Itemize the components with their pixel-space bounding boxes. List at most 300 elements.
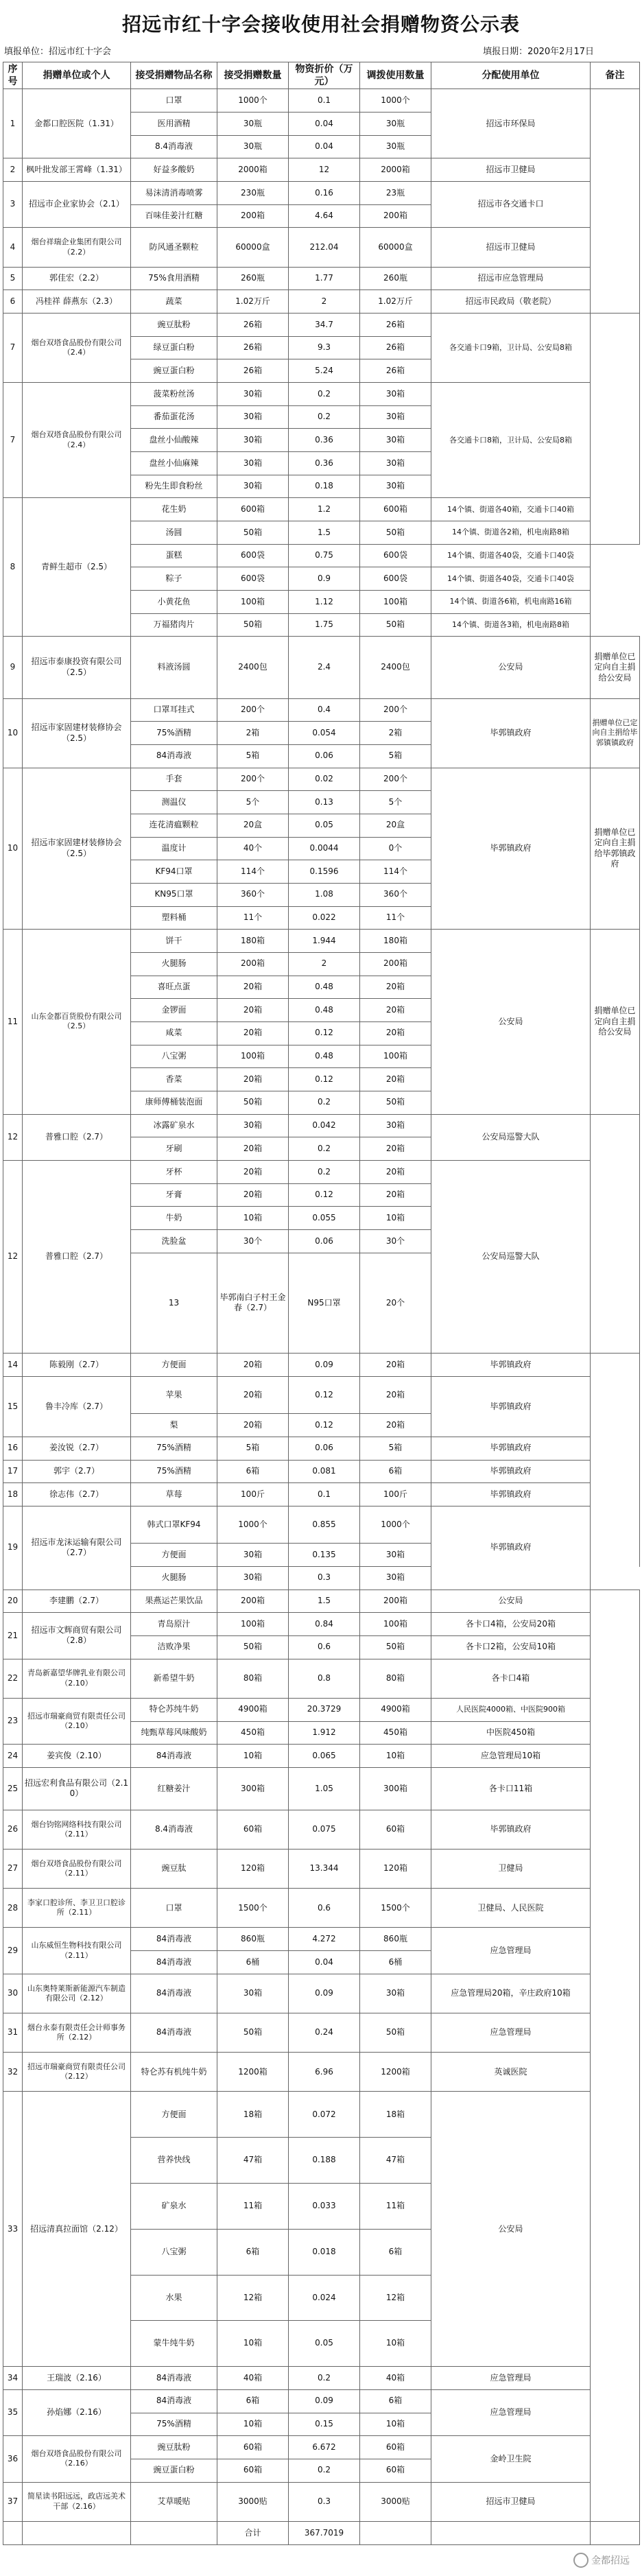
table-cell: 招远市泰康投资有限公司（2.5） — [23, 637, 131, 698]
table-cell: 果燕运芒果饮品 — [131, 1590, 217, 1613]
table-cell: 7 — [3, 382, 23, 497]
table-cell: 80箱 — [217, 1659, 289, 1698]
table-cell: 860瓶 — [360, 1928, 431, 1951]
table-cell — [591, 2521, 640, 2544]
table-cell: 烟台双塔食品股份有限公司（2.16） — [23, 2436, 131, 2482]
table-cell: 火腿肠 — [131, 952, 217, 976]
table-cell: 2箱 — [217, 722, 289, 745]
table-row — [3, 2436, 640, 2459]
table-cell: 0.09 — [289, 1974, 360, 2013]
table-cell: 26 — [3, 1810, 23, 1849]
table-cell: 5箱 — [217, 744, 289, 768]
table-cell: 18箱 — [217, 2092, 289, 2138]
table-cell: 4900箱 — [217, 1698, 289, 1721]
table-cell: 0.024 — [289, 2275, 360, 2321]
table-cell: 捐赠单位已定向自主捐给公安局 — [591, 637, 640, 698]
table-cell: 青鲜生超市（2.5） — [23, 498, 131, 637]
table-cell: 33 — [3, 2092, 23, 2367]
table-cell — [591, 1114, 640, 1354]
table-cell: 30箱 — [217, 1114, 289, 1137]
table-cell: 19 — [3, 1506, 23, 1590]
table-cell: 招远宏利食品有限公司（2.10） — [23, 1767, 131, 1810]
table-cell: 塑料桶 — [131, 906, 217, 930]
table-cell: 8.4消毒液 — [131, 135, 217, 158]
table-cell: 烟台双塔食品股份有限公司（2.4） — [23, 313, 131, 382]
table-cell: 毕郭镇政府 — [431, 1460, 591, 1483]
table-cell: 0.042 — [289, 1114, 360, 1137]
table-cell: 10 — [3, 698, 23, 768]
table-cell: 枫叶批发部王霄峰（1.31） — [23, 158, 131, 182]
table-cell: 花生奶 — [131, 498, 217, 521]
table-cell: 捐赠单位已定向自主捐给公安局 — [591, 930, 640, 1114]
table-cell: 14个镇、街道各3箱，机电南路8箱 — [431, 613, 591, 637]
table-cell: 0.48 — [289, 999, 360, 1022]
table-cell: 0.055 — [289, 1207, 360, 1230]
table-cell: 100斤 — [217, 1483, 289, 1506]
table-cell: 方便面 — [131, 1544, 217, 1567]
table-cell: 新希望牛奶 — [131, 1659, 217, 1698]
table-cell: 3 — [3, 182, 23, 228]
column-header: 备注 — [591, 62, 640, 89]
table-cell: 2 — [289, 952, 360, 976]
table-cell: 100箱 — [217, 1045, 289, 1068]
table-cell: 9 — [3, 637, 23, 698]
table-cell: 20箱 — [360, 976, 431, 999]
table-cell: 14个镇、街道各40箱，交通卡口40箱 — [431, 498, 591, 521]
table-cell: 1 — [3, 89, 23, 158]
table-cell: 合计 — [217, 2521, 289, 2544]
table-cell: 简星读书阳远远，政店远美术干部（2.16） — [23, 2482, 131, 2521]
table-cell: 200个 — [217, 698, 289, 722]
table-cell: 20箱 — [217, 1183, 289, 1207]
table-cell: 毕郭镇政府 — [431, 1810, 591, 1849]
table-cell: 20箱 — [217, 1137, 289, 1161]
table-cell: 100箱 — [217, 1613, 289, 1636]
table-cell: 百味佳姜汁红糖 — [131, 204, 217, 228]
table-cell: 21 — [3, 1613, 23, 1659]
table-cell: 114个 — [360, 860, 431, 884]
table-cell: 1500个 — [360, 1889, 431, 1928]
table-cell: 20箱 — [217, 1414, 289, 1437]
table-cell: 0.36 — [289, 452, 360, 475]
table-cell: 招远市文辉商贸有限公司（2.8） — [23, 1613, 131, 1659]
table-cell: 20盒 — [360, 814, 431, 837]
table-row — [3, 2013, 640, 2052]
table-cell: 2.4 — [289, 637, 360, 698]
table-row — [3, 89, 640, 113]
table-cell: 2箱 — [360, 722, 431, 745]
table-cell: 30箱 — [217, 1566, 289, 1590]
table-cell: 6桶 — [360, 1951, 431, 1974]
table-cell: 0.2 — [289, 2459, 360, 2482]
table-row — [3, 1354, 640, 1377]
table-cell: 20箱 — [360, 1160, 431, 1183]
table-cell: 青岛新嘉望华牌乳业有限公司（2.10） — [23, 1659, 131, 1698]
table-cell: 人民医院4000箱、中医院900箱 — [431, 1698, 591, 1721]
table-cell: 17 — [3, 1460, 23, 1483]
table-row — [3, 1889, 640, 1928]
table-cell: 0.2 — [289, 1091, 360, 1114]
table-row — [3, 382, 640, 405]
table-cell: 1.08 — [289, 883, 360, 906]
table-cell: 冯桂祥 薛燕东（2.3） — [23, 290, 131, 314]
table-cell: 30箱 — [217, 1974, 289, 2013]
table-cell: 2400包 — [360, 637, 431, 698]
table-cell: 口罩 — [131, 1889, 217, 1928]
table-cell: 招远市环保局 — [431, 89, 591, 158]
table-cell: 饼干 — [131, 930, 217, 953]
table-cell: 李建鹏（2.7） — [23, 1590, 131, 1613]
table-row — [3, 1483, 640, 1506]
table-cell — [591, 89, 640, 314]
table-cell: 84消毒液 — [131, 1951, 217, 1974]
table-cell: 20 — [3, 1590, 23, 1613]
table-cell: 0.04 — [289, 135, 360, 158]
table-cell: 20箱 — [360, 1068, 431, 1091]
table-cell: 洗脸盆 — [131, 1229, 217, 1253]
table-cell: 好益多酸奶 — [131, 158, 217, 182]
table-cell: 27 — [3, 1849, 23, 1888]
table-cell: 20箱 — [360, 1376, 431, 1413]
table-cell: 30箱 — [217, 475, 289, 498]
table-cell: 特仑苏纯牛奶 — [131, 1698, 217, 1721]
table-row — [3, 1613, 640, 1636]
table-cell: 0.24 — [289, 2013, 360, 2052]
table-cell: 26箱 — [360, 336, 431, 359]
table-cell: 300箱 — [217, 1767, 289, 1810]
table-cell: 50箱 — [360, 1635, 431, 1659]
table-cell: 26箱 — [217, 336, 289, 359]
table-cell: 0.075 — [289, 1810, 360, 1849]
table-cell: 郭宇（2.7） — [23, 1460, 131, 1483]
table-cell: 招远清真拉面馆（2.12） — [23, 2092, 131, 2367]
table-cell: 姜汝锐（2.7） — [23, 1437, 131, 1460]
table-cell — [431, 2521, 591, 2544]
table-cell: 0.36 — [289, 429, 360, 452]
table-cell: 营养快线 — [131, 2138, 217, 2184]
table-row — [3, 182, 640, 205]
table-cell: 3000贴 — [217, 2482, 289, 2521]
table-cell: 20箱 — [217, 1021, 289, 1045]
table-cell: 200个 — [360, 698, 431, 722]
table-cell: 75%食用酒精 — [131, 267, 217, 290]
table-cell: 烟台双塔食品股份有限公司（2.4） — [23, 382, 131, 497]
table-cell: 0.09 — [289, 2389, 360, 2413]
table-cell: 84消毒液 — [131, 1928, 217, 1951]
table-cell: 2 — [289, 290, 360, 314]
table-cell: 11个 — [360, 906, 431, 930]
table-cell: 300箱 — [360, 1767, 431, 1810]
table-cell: 120箱 — [360, 1849, 431, 1888]
table-cell: 0.081 — [289, 1460, 360, 1483]
table-cell: 0.04 — [289, 1951, 360, 1974]
table-cell: 0.16 — [289, 182, 360, 205]
table-cell: 毕郭镇政府 — [431, 1354, 591, 1377]
table-cell: 医用酒精 — [131, 113, 217, 136]
table-cell: 中医院450箱 — [431, 1721, 591, 1745]
table-cell: 0.188 — [289, 2138, 360, 2184]
table-cell: 30箱 — [217, 452, 289, 475]
table-cell: 20箱 — [217, 1160, 289, 1183]
table-cell: 25 — [3, 1767, 23, 1810]
table-cell: 手套 — [131, 768, 217, 791]
table-cell: 0.02 — [289, 768, 360, 791]
table-cell: 应急管理局 — [431, 2367, 591, 2390]
table-cell: 豌豆肽粉 — [131, 313, 217, 336]
table-cell: 香菜 — [131, 1068, 217, 1091]
table-cell: 450箱 — [217, 1721, 289, 1745]
table-cell: 600袋 — [360, 544, 431, 567]
table-cell: 180箱 — [217, 930, 289, 953]
table-cell: 100箱 — [360, 591, 431, 614]
table-cell: 喜旺点蛋 — [131, 976, 217, 999]
table-cell: 0.18 — [289, 475, 360, 498]
table-cell: 0.3 — [289, 1566, 360, 1590]
table-cell: 应急管理局 — [431, 2013, 591, 2052]
table-cell: 苹果 — [131, 1376, 217, 1413]
table-cell: 易沫清消毒喷雾 — [131, 182, 217, 205]
table-cell: 11个 — [217, 906, 289, 930]
table-cell: 50箱 — [217, 1091, 289, 1114]
table-cell: 草莓 — [131, 1483, 217, 1506]
table-cell: 烟台钧铭网络科技有限公司（2.11） — [23, 1810, 131, 1849]
table-cell: 0个 — [360, 837, 431, 860]
table-cell: 20个 — [360, 1253, 431, 1354]
table-cell: 1.5 — [289, 521, 360, 545]
table-cell — [131, 2521, 217, 2544]
table-cell: N95口罩 — [289, 1253, 360, 1354]
table-cell: 应急管理局 — [431, 2389, 591, 2435]
table-cell: 0.022 — [289, 906, 360, 930]
table-cell: 30箱 — [360, 429, 431, 452]
table-cell: 5.24 — [289, 359, 360, 383]
table-cell: 200箱 — [217, 204, 289, 228]
table-cell: 50箱 — [217, 613, 289, 637]
column-header: 物资折价（万元） — [289, 62, 360, 89]
table-cell: 烟台永泰有限责任会计师事务所（2.12） — [23, 2013, 131, 2052]
table-row — [3, 1160, 640, 1183]
table-cell: 应急管理局10箱 — [431, 1745, 591, 1768]
table-row — [3, 2367, 640, 2390]
table-cell: 30瓶 — [217, 135, 289, 158]
table-cell: 10箱 — [360, 1207, 431, 1230]
table-cell: 50箱 — [217, 1635, 289, 1659]
table-cell: 260瓶 — [217, 267, 289, 290]
table-cell: 英诚医院 — [431, 2053, 591, 2092]
table-cell: 普雅口腔（2.7） — [23, 1114, 131, 1160]
table-cell: 1.5 — [289, 1590, 360, 1613]
table-cell: 11箱 — [217, 2183, 289, 2229]
table-cell: 0.2 — [289, 405, 360, 429]
table-cell: 120箱 — [217, 1849, 289, 1888]
fill-org: 填报单位：招远市红十字会 — [4, 47, 112, 57]
table-cell: 6 — [3, 290, 23, 314]
table-cell: 4 — [3, 228, 23, 267]
table-cell: 367.7019 — [289, 2521, 360, 2544]
table-row — [3, 637, 640, 698]
table-cell: 1000个 — [217, 1506, 289, 1543]
table-cell: 6箱 — [217, 2229, 289, 2275]
table-cell: 0.84 — [289, 1613, 360, 1636]
table-cell: 34 — [3, 2367, 23, 2390]
table-cell: 2000箱 — [217, 158, 289, 182]
table-cell: 18 — [3, 1483, 23, 1506]
table-cell: 郭佳宏（2.2） — [23, 267, 131, 290]
table-cell: 0.1596 — [289, 860, 360, 884]
table-cell: 230瓶 — [217, 182, 289, 205]
table-cell: 公安局巡警大队 — [431, 1114, 591, 1160]
table-row — [3, 1437, 640, 1460]
table-cell: 艾草暖贴 — [131, 2482, 217, 2521]
table-cell: 1.77 — [289, 267, 360, 290]
table-cell: 30个 — [360, 1229, 431, 1253]
column-header: 接受捐赠数量 — [217, 62, 289, 89]
table-cell — [591, 313, 640, 544]
table-row — [3, 930, 640, 953]
table-cell: 30瓶 — [360, 135, 431, 158]
table-cell: 0.8 — [289, 1659, 360, 1698]
table-cell: 公安局 — [431, 1590, 591, 1613]
table-cell: 盘丝小仙酸辣 — [131, 429, 217, 452]
table-cell: 卫健局 — [431, 1849, 591, 1888]
table-cell: 梨 — [131, 1414, 217, 1437]
table-cell: 八宝粥 — [131, 2229, 217, 2275]
table-cell: 200箱 — [360, 204, 431, 228]
table-row — [3, 1745, 640, 1768]
table-row — [3, 2389, 640, 2413]
table-cell: 粉先生即食粉丝 — [131, 475, 217, 498]
table-cell: 20.3729 — [289, 1698, 360, 1721]
table-cell: 20箱 — [360, 1137, 431, 1161]
table-cell: 陈毅刚（2.7） — [23, 1354, 131, 1377]
table-row — [3, 1506, 640, 1543]
table-cell: 30箱 — [217, 382, 289, 405]
table-cell: 各卡口4箱，公安局20箱 — [431, 1613, 591, 1636]
table-cell: 方便面 — [131, 1354, 217, 1377]
table-header — [3, 62, 640, 89]
header-row — [3, 62, 640, 89]
table-cell: 30箱 — [360, 452, 431, 475]
table-cell: 5个 — [217, 791, 289, 814]
table-cell: 20箱 — [360, 1354, 431, 1377]
table-cell: 13 — [131, 1253, 217, 1354]
table-cell: 1.12 — [289, 591, 360, 614]
table-cell: 32 — [3, 2053, 23, 2092]
table-cell: 31 — [3, 2013, 23, 2052]
table-cell: 20箱 — [360, 1021, 431, 1045]
table-row — [3, 267, 640, 290]
table-cell: 860瓶 — [217, 1928, 289, 1951]
table-cell: 36 — [3, 2436, 23, 2482]
table-cell: 23瓶 — [360, 182, 431, 205]
table-cell: 0.2 — [289, 1160, 360, 1183]
table-cell: 孙焰娜（2.16） — [23, 2389, 131, 2435]
table-cell: 50箱 — [217, 521, 289, 545]
table-cell: 180箱 — [360, 930, 431, 953]
table-cell: 5箱 — [360, 744, 431, 768]
table-cell: 汤圆 — [131, 521, 217, 545]
table-cell: 金锣面 — [131, 999, 217, 1022]
table-cell: 1.75 — [289, 613, 360, 637]
table-cell: 12 — [3, 1114, 23, 1160]
table-cell: 毕郭南白子村王金春（2.7） — [217, 1253, 289, 1354]
table-cell: 测温仪 — [131, 791, 217, 814]
table-cell: 冰露矿泉水 — [131, 1114, 217, 1137]
table-cell: 600袋 — [217, 567, 289, 591]
table-cell: 姜宾俊（2.10） — [23, 1745, 131, 1768]
table-cell: 30箱 — [217, 405, 289, 429]
watermark — [573, 2553, 630, 2568]
table-cell: 料液汤圆 — [131, 637, 217, 698]
table-cell: 0.4 — [289, 698, 360, 722]
table-row — [3, 228, 640, 267]
table-cell: 12 — [289, 158, 360, 182]
table-cell — [3, 2521, 23, 2544]
table-cell: 招远市瑞豪商贸有限责任公司（2.12） — [23, 2053, 131, 2092]
table-cell: 金岭卫生院 — [431, 2436, 591, 2482]
table-cell: 康师傅桶装泡面 — [131, 1091, 217, 1114]
table-cell: 豌豆蛋白粉 — [131, 2459, 217, 2482]
table-cell: 50箱 — [360, 613, 431, 637]
table-cell: 28 — [3, 1889, 23, 1928]
table-cell: 豌豆肽 — [131, 1849, 217, 1888]
watermark-text: 金都招远 — [591, 2555, 630, 2566]
table-row — [3, 290, 640, 314]
table-cell: 84消毒液 — [131, 2367, 217, 2390]
table-cell: 1200箱 — [360, 2053, 431, 2092]
table-cell: 50箱 — [217, 2013, 289, 2052]
table-row — [3, 768, 640, 791]
table-cell: 洁败净果 — [131, 1635, 217, 1659]
table-cell: 30箱 — [217, 429, 289, 452]
table-cell: 鲁丰冷库（2.7） — [23, 1376, 131, 1437]
table-cell: 24 — [3, 1745, 23, 1768]
table-cell: 蛋糕 — [131, 544, 217, 567]
table-cell: 80箱 — [360, 1659, 431, 1698]
column-header: 接受捐赠物品名称 — [131, 62, 217, 89]
table-cell: 5个 — [360, 791, 431, 814]
table-cell: 0.2 — [289, 382, 360, 405]
table-cell: 84消毒液 — [131, 1974, 217, 2013]
table-cell: 20箱 — [217, 976, 289, 999]
table-cell: 蔬菜 — [131, 290, 217, 314]
table-cell: 20箱 — [360, 999, 431, 1022]
table-cell: 0.054 — [289, 722, 360, 745]
table-cell: 红糖姜汁 — [131, 1767, 217, 1810]
table-cell: 招远市瑞豪商贸有限责任公司（2.10） — [23, 1698, 131, 1744]
table-cell: 豌豆蛋白粉 — [131, 359, 217, 383]
table-cell: 李家口腔诊所、李卫卫口腔诊所（2.11） — [23, 1889, 131, 1928]
table-row — [3, 1767, 640, 1810]
table-cell: 0.2 — [289, 1137, 360, 1161]
table-cell: 47箱 — [360, 2138, 431, 2184]
table-cell: 30 — [3, 1974, 23, 2013]
table-cell: 绿豆蛋白粉 — [131, 336, 217, 359]
table-cell: 火腿肠 — [131, 1566, 217, 1590]
table-cell: 30箱 — [360, 475, 431, 498]
table-cell: 26箱 — [360, 359, 431, 383]
table-cell: 10箱 — [360, 2321, 431, 2367]
table-cell: 招远市龙沫运输有限公司（2.7） — [23, 1506, 131, 1590]
table-cell: 6箱 — [217, 2389, 289, 2413]
table-cell: 30个 — [217, 1229, 289, 1253]
table-cell: 26箱 — [217, 313, 289, 336]
table-cell: 山东奥特莱斯新能源汽车制造有限公司（2.12） — [23, 1974, 131, 2013]
table-cell: 5 — [3, 267, 23, 290]
table-cell: 0.09 — [289, 1354, 360, 1377]
table-cell: 14 — [3, 1354, 23, 1377]
table-cell: 60箱 — [217, 2436, 289, 2459]
